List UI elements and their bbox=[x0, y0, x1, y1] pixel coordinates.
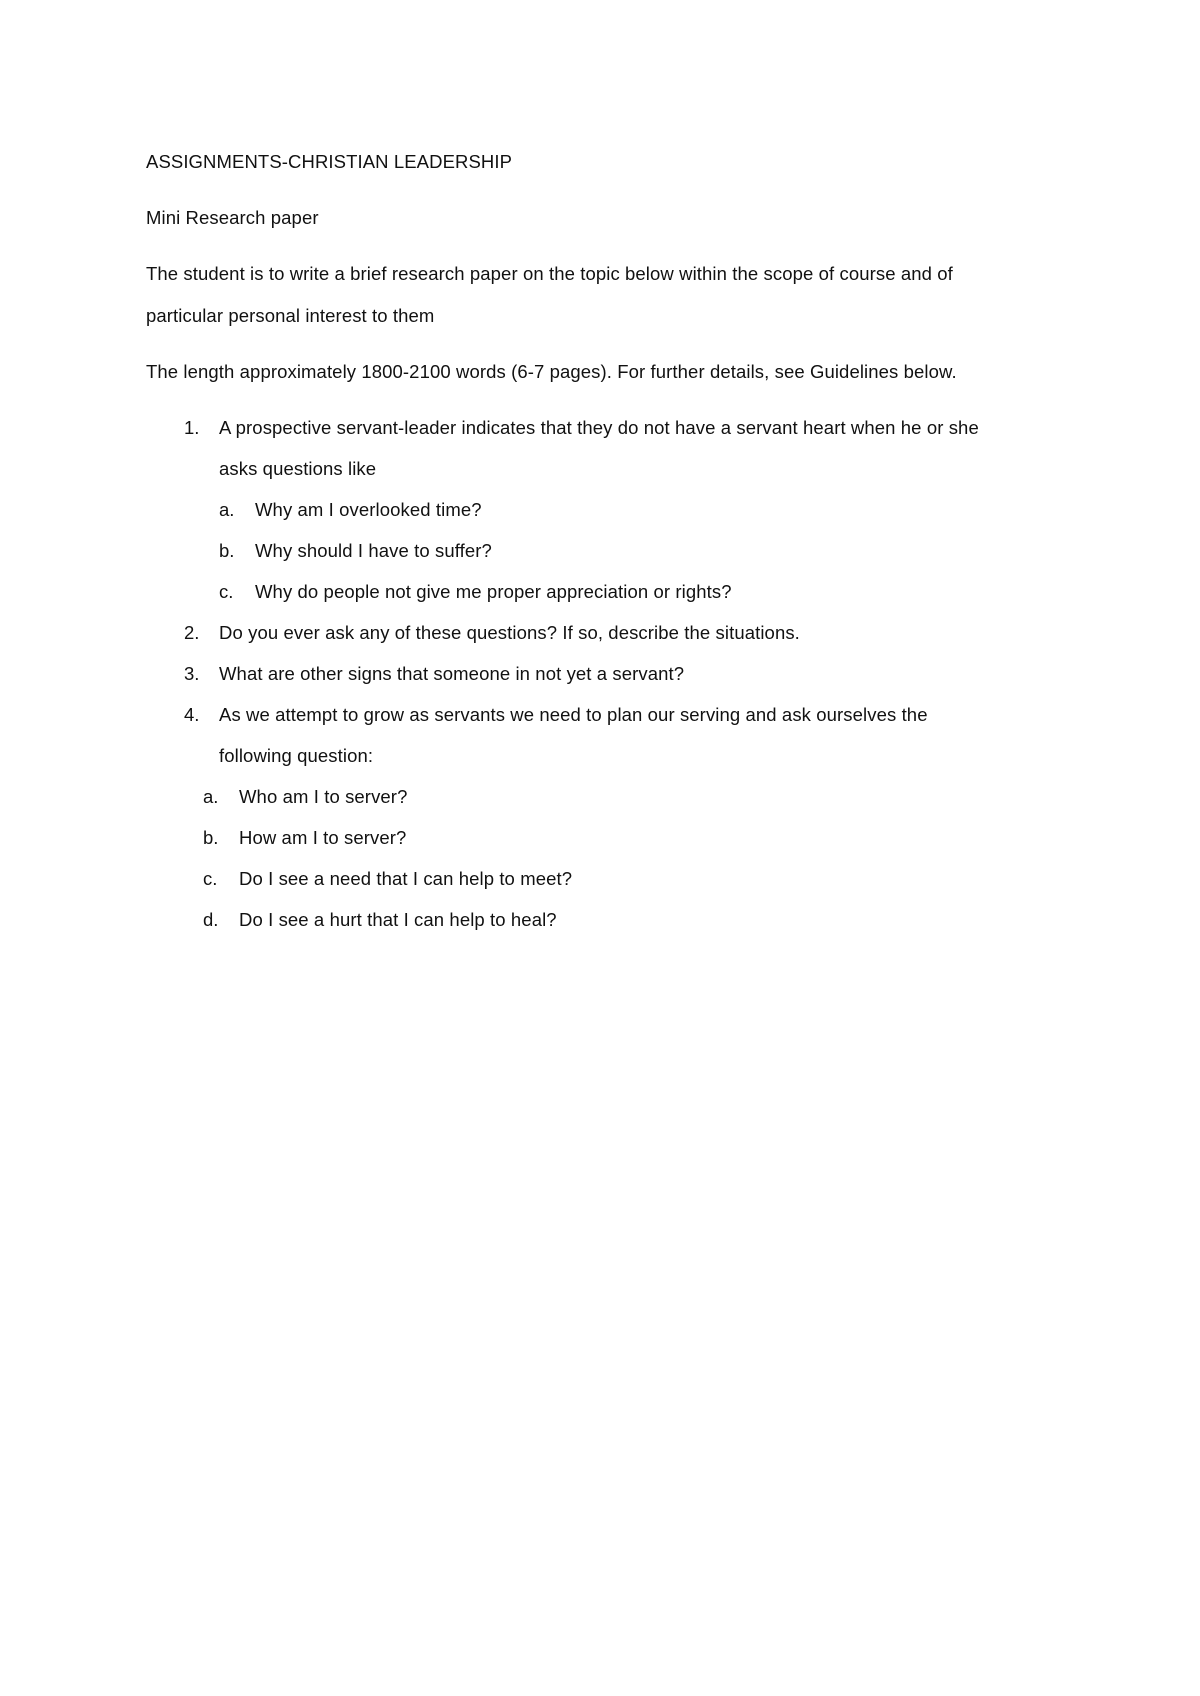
list-item-2-line-1: Do you ever ask any of these questions? If so, describe the situations. bbox=[219, 622, 800, 643]
sub-item-4d-marker: d. bbox=[203, 909, 219, 930]
list-item-1-marker: 1. bbox=[184, 417, 200, 438]
sub-item-1b-text: Why should I have to suffer? bbox=[255, 540, 492, 561]
document-title: ASSIGNMENTS-CHRISTIAN LEADERSHIP bbox=[146, 151, 513, 172]
sub-item-1c-marker: c. bbox=[219, 581, 234, 602]
list-item-4-line-2: following question: bbox=[219, 745, 374, 766]
sub-item-1a-text: Why am I overlooked time? bbox=[255, 499, 482, 520]
list-item-2-marker: 2. bbox=[184, 622, 200, 643]
sub-item-4d-text: Do I see a hurt that I can help to heal? bbox=[239, 909, 557, 930]
sub-item-4b-text: How am I to server? bbox=[239, 827, 407, 848]
sub-item-4a-text: Who am I to server? bbox=[239, 786, 408, 807]
sub-item-4c-marker: c. bbox=[203, 868, 218, 889]
document-subtitle: Mini Research paper bbox=[146, 207, 319, 228]
sub-item-4c-text: Do I see a need that I can help to meet? bbox=[239, 868, 573, 889]
list-item-3-marker: 3. bbox=[184, 663, 200, 684]
sub-item-1c-text: Why do people not give me proper appreciation or rights? bbox=[255, 581, 732, 602]
sub-item-1b-marker: b. bbox=[219, 540, 235, 561]
sub-item-4b-marker: b. bbox=[203, 827, 219, 848]
intro-paragraph-line-2: particular personal interest to them bbox=[146, 305, 435, 326]
list-item-4-line-1: As we attempt to grow as servants we need to plan our serving and ask ourselves the bbox=[219, 704, 928, 725]
list-item-1-line-1: A prospective servant-leader indicates that they do not have a servant heart when he or she bbox=[219, 417, 979, 438]
list-item-3-line-1: What are other signs that someone in not yet a servant? bbox=[219, 663, 685, 684]
list-item-4-marker: 4. bbox=[184, 704, 200, 725]
sub-item-4a-marker: a. bbox=[203, 786, 219, 807]
intro-paragraph-line-1: The student is to write a brief research paper on the topic below within the scope of course and of bbox=[146, 263, 953, 284]
length-note: The length approximately 1800-2100 words (6-7 pages). For further details, see Guidelines below. bbox=[146, 361, 957, 382]
list-item-1-line-2: asks questions like bbox=[219, 458, 377, 479]
sub-item-1a-marker: a. bbox=[219, 499, 235, 520]
